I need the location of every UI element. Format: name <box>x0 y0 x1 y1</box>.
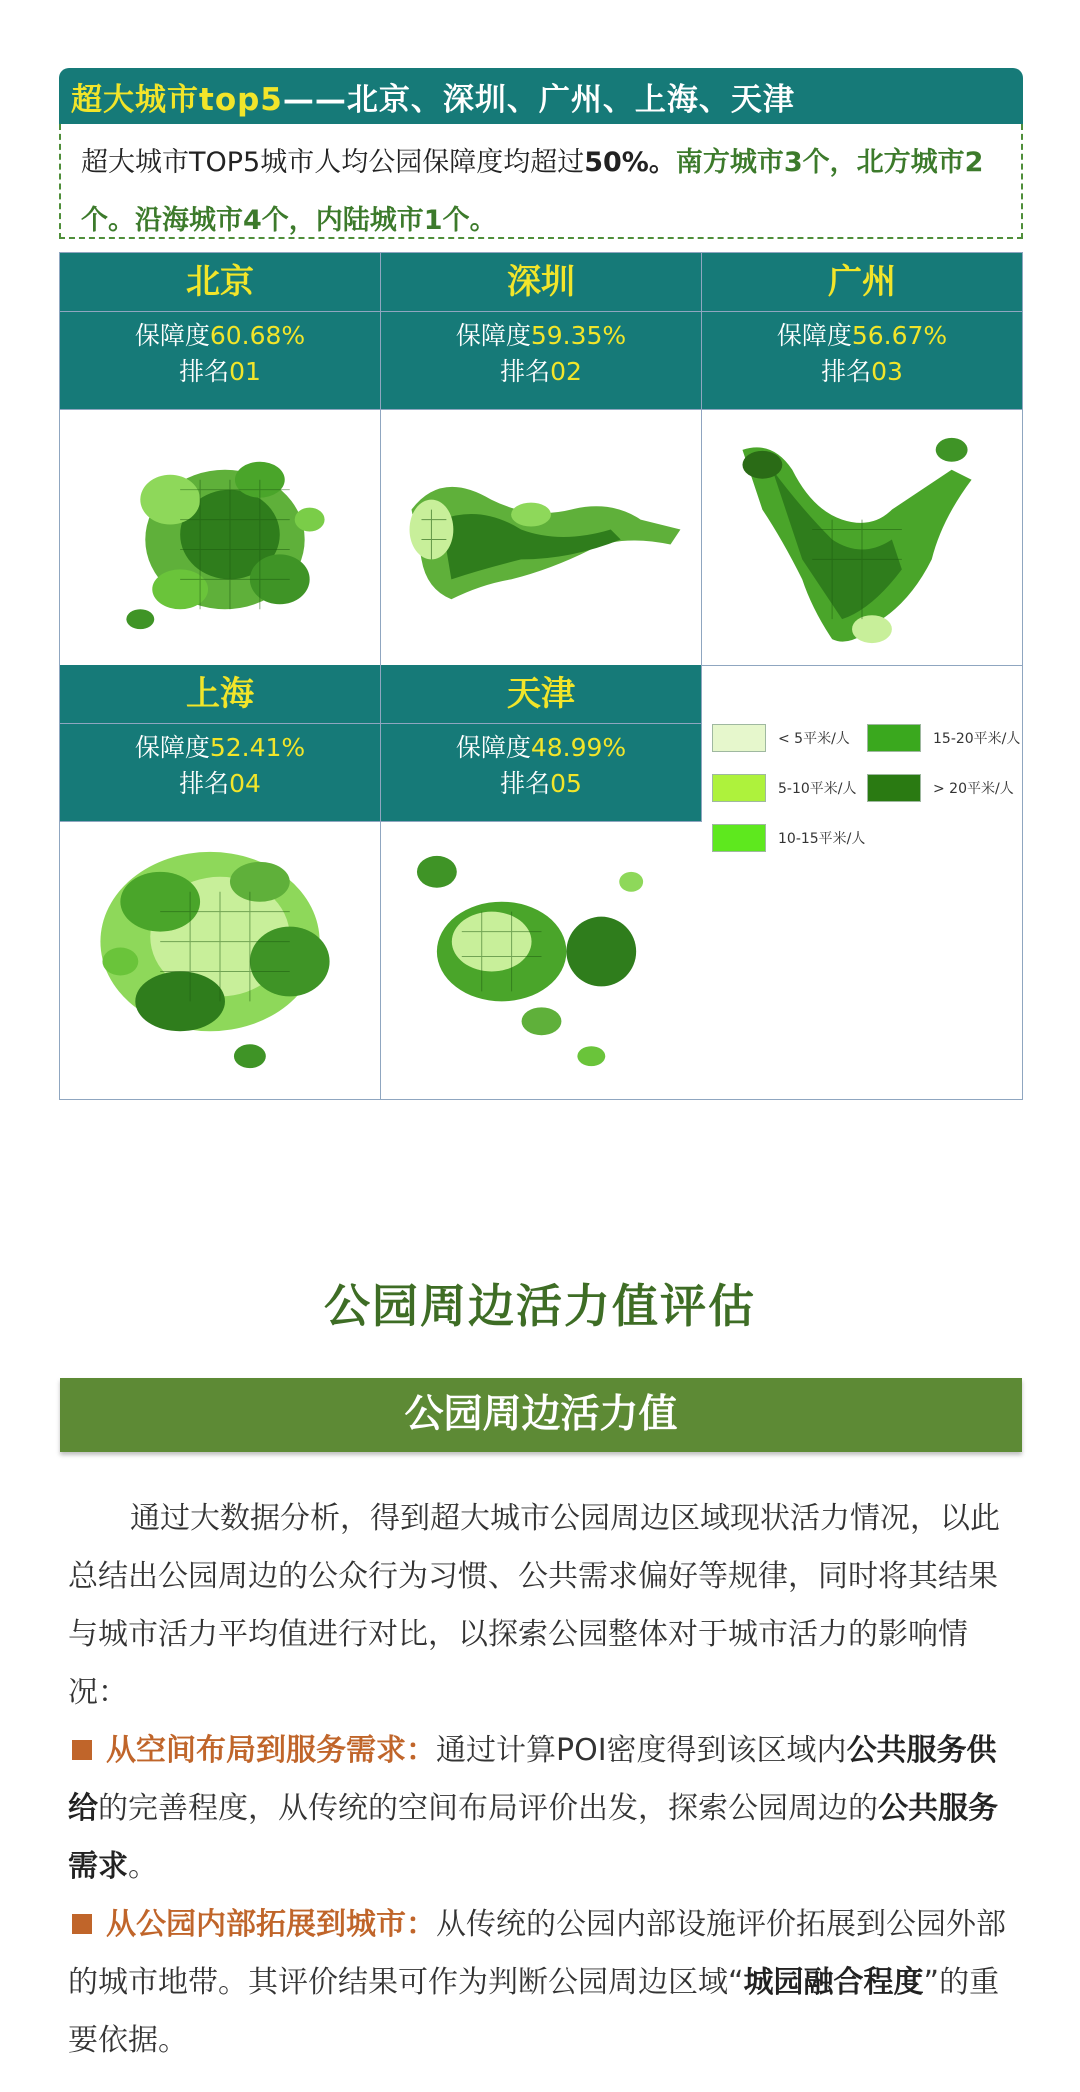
bullet-1-end: 。 <box>128 1849 158 1884</box>
legend-swatch <box>712 724 766 752</box>
map-beijing <box>60 409 381 665</box>
bullet-2 <box>68 1896 1020 2070</box>
summary-box <box>59 124 1023 239</box>
bullet-1-title: 从空间布局到服务需求： <box>106 1733 436 1768</box>
beijing-map-image <box>60 410 380 665</box>
coverage-value: 59.35% <box>530 321 627 350</box>
top5-section <box>59 68 1023 239</box>
city-header-shenzhen <box>381 253 702 409</box>
city-name: 广州 <box>702 253 1022 312</box>
banner-highlight: 超大城市top5 <box>71 81 283 118</box>
summary-south: 南方城市3个，北方城市2个。沿海城市4个，内陆城市1个。 <box>81 147 984 236</box>
rank-label: 排名 <box>500 769 551 798</box>
summary-part1: 超大城市TOP5城市人均公园保障度均超过 <box>81 147 585 178</box>
bullet-2-bold: 城园融合程度 <box>743 1965 924 2000</box>
coverage-label: 保障度 <box>134 321 210 350</box>
rank-label: 排名 <box>179 769 230 798</box>
coverage-label: 保障度 <box>134 733 210 762</box>
bullet-1 <box>68 1722 1020 1896</box>
intro-paragraph: 通过大数据分析，得到超大城市公园周边区域现状活力情况，以此总结出公园周边的公众行为习惯、公共需求偏好等规律，同时将其结果与城市活力平均值进行对比，以探索公园整体对于城市活力的影响情况： <box>68 1501 1000 1710</box>
city-header-beijing <box>60 253 381 409</box>
bullet-1-text2: 的完善程度，从传统的空间布局评价出发，探索公园周边的 <box>98 1791 878 1826</box>
coverage-value: 48.99% <box>530 733 627 762</box>
city-grid <box>59 252 1023 1100</box>
city-name: 上海 <box>60 665 380 724</box>
bullet-1-bold1: 公共服务供给 <box>68 1733 997 1826</box>
rank-label: 排名 <box>821 357 872 386</box>
legend-label: 15-20平米/人 <box>933 731 1021 747</box>
legend-label: 5-10平米/人 <box>778 781 857 797</box>
bullet-square-icon <box>72 1740 92 1760</box>
city-name: 深圳 <box>381 253 701 312</box>
guangzhou-map-image <box>702 410 1022 665</box>
bullet-2-text1: 从传统的公园内部设施评价拓展到公园外部的城市地带。其评价结果可作为判断公园周边区域“ <box>68 1907 1006 2000</box>
city-name: 天津 <box>381 665 701 724</box>
coverage-value: 52.41% <box>209 733 306 762</box>
banner-cities: ——北京、深圳、广州、上海、天津 <box>282 81 795 118</box>
coverage-label: 保障度 <box>776 321 852 350</box>
shenzhen-map-image <box>381 410 701 665</box>
legend-swatch <box>712 774 766 802</box>
summary-sep: 。 <box>648 147 676 178</box>
legend-item <box>712 724 850 752</box>
legend-item <box>867 774 1014 802</box>
legend-item <box>867 724 1020 752</box>
coverage-value: 60.68% <box>209 321 306 350</box>
rank-label: 排名 <box>179 357 230 386</box>
top5-banner <box>59 68 1023 124</box>
shanghai-map-image <box>60 822 380 1099</box>
rank-label: 排名 <box>500 357 551 386</box>
city-name: 北京 <box>60 253 380 312</box>
subsection-banner: 公园周边活力值 <box>60 1378 1022 1452</box>
legend-item <box>712 824 865 852</box>
legend-label: 10-15平米/人 <box>778 831 866 847</box>
legend-item <box>712 774 857 802</box>
coverage-label: 保障度 <box>455 321 531 350</box>
map-shanghai <box>60 821 381 1099</box>
legend-label: < 5平米/人 <box>778 731 850 747</box>
map-legend <box>702 665 1022 1099</box>
map-shenzhen <box>381 409 702 665</box>
legend-label: > 20平米/人 <box>933 781 1014 797</box>
bullet-1-bold2: 公共服务需求 <box>68 1791 998 1884</box>
rank-value: 04 <box>229 769 261 798</box>
bullet-2-title: 从公园内部拓展到城市： <box>106 1907 436 1942</box>
bullet-square-icon <box>72 1914 92 1934</box>
rank-value: 01 <box>229 357 261 386</box>
legend-swatch <box>712 824 766 852</box>
rank-value: 05 <box>550 769 582 798</box>
city-header-tianjin <box>381 665 702 821</box>
bullet-1-text1: 通过计算POI密度得到该区域内 <box>436 1733 847 1768</box>
legend-swatch <box>867 724 921 752</box>
coverage-value: 56.67% <box>851 321 948 350</box>
body-text <box>68 1490 1020 2070</box>
summary-pct: 50% <box>584 147 649 178</box>
section-title: 公园周边活力值评估 <box>324 1279 756 1333</box>
bullet-2-text2: ”的重要依据。 <box>68 1965 1000 2058</box>
coverage-label: 保障度 <box>455 733 531 762</box>
tianjin-map-image <box>381 822 702 1099</box>
city-header-shanghai <box>60 665 381 821</box>
legend-swatch <box>867 774 921 802</box>
map-tianjin <box>381 821 702 1099</box>
rank-value: 03 <box>871 357 903 386</box>
rank-value: 02 <box>550 357 582 386</box>
map-guangzhou <box>702 409 1022 665</box>
city-header-guangzhou <box>702 253 1022 409</box>
